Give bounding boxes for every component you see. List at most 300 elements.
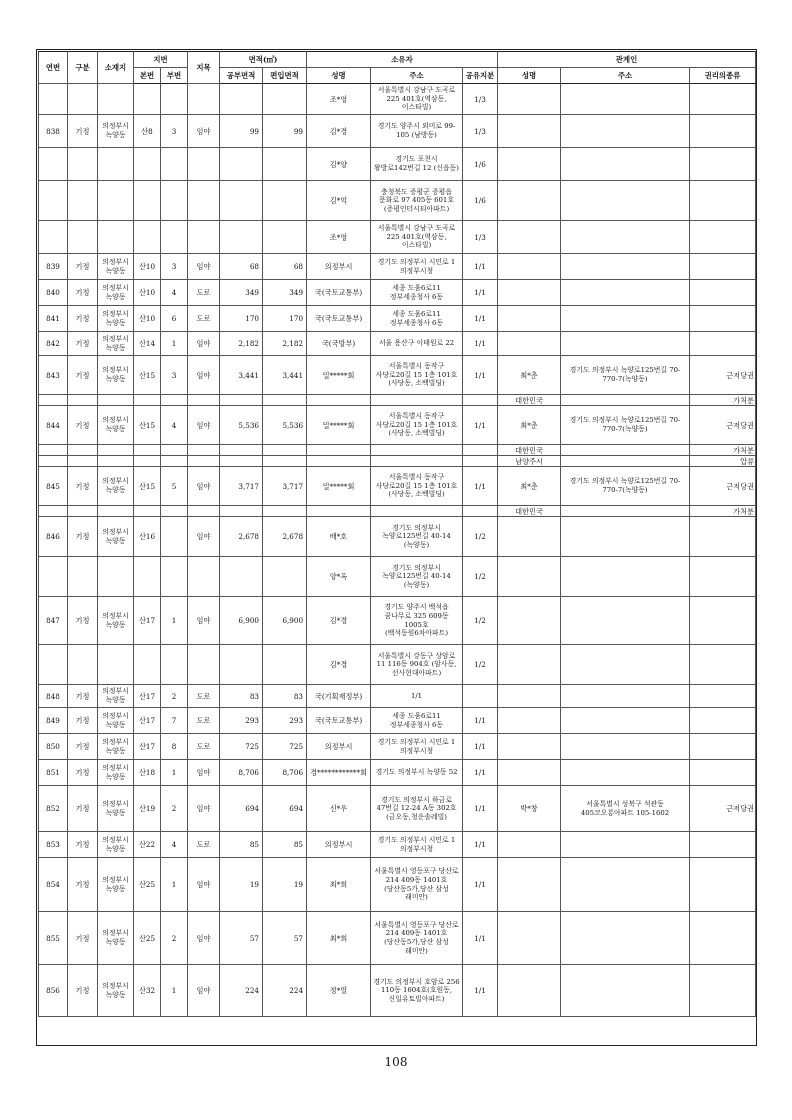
- cell-related-address: [561, 306, 690, 332]
- table-row: [39, 965, 756, 1017]
- cell-category: [188, 395, 220, 406]
- table-row: [39, 557, 756, 597]
- cell-type: 기정: [68, 965, 98, 1017]
- cell-no: 848: [39, 685, 68, 708]
- cell-location: 의정부시 녹양동: [98, 708, 134, 734]
- cell-location: 의정부시 녹양동: [98, 356, 134, 395]
- cell-area-incorporated: 6,900: [263, 597, 307, 645]
- table-row: [39, 786, 756, 832]
- cell-owner-share: 1/1: [463, 858, 498, 912]
- cell-location: [98, 645, 134, 685]
- cell-no: [39, 456, 68, 467]
- cell-no: [39, 557, 68, 597]
- cell-lot-sub: 5: [161, 467, 188, 506]
- cell-owner-address: 경기도 의정부시 호암로 256 110동 1604호(호원동,신일유토빌아파트): [371, 965, 463, 1017]
- table-row: [39, 181, 756, 221]
- cell-location: 의정부시 녹양동: [98, 254, 134, 280]
- cell-related-address: 경기도 의정부시 녹양로125번길 70-770-7(녹양동): [561, 356, 690, 395]
- cell-related-right: [690, 84, 756, 115]
- cell-area-public: [220, 456, 263, 467]
- page-number: 108: [384, 1055, 408, 1069]
- cell-area-incorporated: 3,717: [263, 467, 307, 506]
- cell-related-name: [498, 254, 561, 280]
- cell-owner-share: 1/1: [463, 760, 498, 786]
- cell-lot-main: [134, 221, 161, 254]
- cell-type: 기정: [68, 406, 98, 445]
- cell-no: [39, 445, 68, 456]
- cell-related-name: [498, 912, 561, 965]
- cell-owner-share: 1/1: [463, 708, 498, 734]
- cell-lot-sub: 3: [161, 254, 188, 280]
- cell-owner-name: 의정부시: [307, 734, 371, 760]
- cell-no: 841: [39, 306, 68, 332]
- cell-related-address: [561, 506, 690, 517]
- cell-type: 기정: [68, 597, 98, 645]
- cell-lot-sub: 4: [161, 280, 188, 306]
- cell-owner-share: 1/2: [463, 557, 498, 597]
- cell-category: [188, 221, 220, 254]
- cell-area-incorporated: 99: [263, 115, 307, 148]
- cell-category: 도로: [188, 734, 220, 760]
- cell-location: 의정부시 녹양동: [98, 517, 134, 557]
- cell-related-address: [561, 332, 690, 356]
- cell-owner-address: 서울특별시 강남구 도곡로 225 401호(역삼동,이스타빌): [371, 84, 463, 115]
- cell-related-name: [498, 760, 561, 786]
- cell-owner-share: 1/1: [463, 332, 498, 356]
- cell-related-right: [690, 181, 756, 221]
- cell-owner-share: 1/1: [463, 306, 498, 332]
- cell-lot-main: 산14: [134, 332, 161, 356]
- cell-category: [188, 181, 220, 221]
- cell-area-public: 85: [220, 832, 263, 858]
- cell-lot-sub: [161, 517, 188, 557]
- cell-area-public: 83: [220, 685, 263, 708]
- cell-no: 843: [39, 356, 68, 395]
- cell-owner-name: 국(국토교통부): [307, 280, 371, 306]
- cell-related-right: 가처분: [690, 395, 756, 406]
- cell-type: 기정: [68, 760, 98, 786]
- cell-area-public: [220, 557, 263, 597]
- cell-owner-share: 1/3: [463, 221, 498, 254]
- cell-lot-main: 산32: [134, 965, 161, 1017]
- cell-owner-share: 1/1: [463, 406, 498, 445]
- cell-category: 도로: [188, 280, 220, 306]
- cell-owner-address: 서울특별시 강동구 상암로 11 116동 904호 (암사동,선사현대아파트): [371, 645, 463, 685]
- cell-related-right: 근저당권: [690, 786, 756, 832]
- cell-related-name: [498, 557, 561, 597]
- cell-lot-sub: [161, 456, 188, 467]
- table-row: [39, 406, 756, 445]
- cell-location: [98, 506, 134, 517]
- cell-area-incorporated: 19: [263, 858, 307, 912]
- cell-related-name: [498, 115, 561, 148]
- cell-related-name: [498, 306, 561, 332]
- table-row: [39, 456, 756, 467]
- cell-lot-sub: 3: [161, 356, 188, 395]
- cell-related-right: 근저당권: [690, 356, 756, 395]
- cell-related-right: [690, 221, 756, 254]
- table-row: [39, 858, 756, 912]
- cell-related-address: 경기도 의정부시 녹양로125번길 70-770-7(녹양동): [561, 406, 690, 445]
- cell-category: [188, 84, 220, 115]
- cell-area-incorporated: 3,441: [263, 356, 307, 395]
- cell-related-right: 근저당권: [690, 467, 756, 506]
- cell-no: 847: [39, 597, 68, 645]
- cell-area-public: 2,182: [220, 332, 263, 356]
- cell-related-name: 최*춘: [498, 467, 561, 506]
- cell-no: 849: [39, 708, 68, 734]
- cell-owner-name: 밀*****회: [307, 406, 371, 445]
- table-row: [39, 395, 756, 406]
- cell-owner-share: [463, 445, 498, 456]
- cell-owner-share: 1/1: [463, 965, 498, 1017]
- cell-lot-sub: [161, 445, 188, 456]
- cell-lot-sub: [161, 84, 188, 115]
- table-row: [39, 506, 756, 517]
- table-row: [39, 115, 756, 148]
- table-row: [39, 467, 756, 506]
- cell-location: [98, 221, 134, 254]
- cell-area-public: 224: [220, 965, 263, 1017]
- cell-category: [188, 557, 220, 597]
- cell-location: 의정부시 녹양동: [98, 467, 134, 506]
- cell-area-incorporated: [263, 181, 307, 221]
- table-row: [39, 84, 756, 115]
- cell-related-name: [498, 148, 561, 181]
- cell-lot-main: [134, 506, 161, 517]
- cell-no: [39, 645, 68, 685]
- cell-owner-name: [307, 456, 371, 467]
- cell-related-address: [561, 445, 690, 456]
- cell-location: 의정부시 녹양동: [98, 965, 134, 1017]
- col-related-right: 권리의종류: [690, 68, 756, 84]
- cell-area-incorporated: [263, 84, 307, 115]
- cell-location: 의정부시 녹양동: [98, 858, 134, 912]
- col-location: 소재지: [98, 52, 134, 84]
- cell-location: 의정부시 녹양동: [98, 406, 134, 445]
- cell-lot-main: 산15: [134, 467, 161, 506]
- cell-owner-share: 1/3: [463, 84, 498, 115]
- cell-related-address: [561, 832, 690, 858]
- cell-owner-name: 조*영: [307, 84, 371, 115]
- cell-owner-share: 1/1: [463, 356, 498, 395]
- cell-related-name: [498, 965, 561, 1017]
- cell-owner-name: 김*경: [307, 115, 371, 148]
- cell-lot-main: [134, 445, 161, 456]
- cell-related-right: [690, 760, 756, 786]
- cell-related-name: [498, 685, 561, 708]
- cell-area-incorporated: [263, 557, 307, 597]
- cell-category: 임야: [188, 760, 220, 786]
- cell-related-right: [690, 708, 756, 734]
- cell-area-public: [220, 181, 263, 221]
- cell-related-right: [690, 912, 756, 965]
- cell-owner-address: [371, 445, 463, 456]
- cell-lot-main: [134, 148, 161, 181]
- cell-owner-share: [463, 456, 498, 467]
- cell-area-incorporated: [263, 645, 307, 685]
- table-row: [39, 148, 756, 181]
- cell-owner-address: 서울특별시 영등포구 당산로 214 409동 1401호 (당산동5가,당산 삼성 래미안): [371, 858, 463, 912]
- cell-owner-name: 국(기획재정부): [307, 685, 371, 708]
- cell-lot-main: 산17: [134, 597, 161, 645]
- cell-related-name: 대한민국: [498, 506, 561, 517]
- cell-location: 의정부시 녹양동: [98, 786, 134, 832]
- cell-location: 의정부시 녹양동: [98, 734, 134, 760]
- cell-lot-main: 산15: [134, 406, 161, 445]
- cell-owner-address: 경기도 포천시 왕방로142번길 12 (신읍동): [371, 148, 463, 181]
- cell-no: [39, 181, 68, 221]
- cell-related-name: 대한민국: [498, 445, 561, 456]
- cell-related-name: 최*춘: [498, 406, 561, 445]
- cell-related-address: [561, 557, 690, 597]
- cell-location: 의정부시 녹양동: [98, 912, 134, 965]
- cell-related-address: [561, 517, 690, 557]
- cell-area-incorporated: 5,536: [263, 406, 307, 445]
- cell-location: [98, 181, 134, 221]
- cell-area-public: 6,900: [220, 597, 263, 645]
- table-row: [39, 306, 756, 332]
- cell-related-address: [561, 858, 690, 912]
- cell-area-public: 293: [220, 708, 263, 734]
- cell-type: 기정: [68, 306, 98, 332]
- cell-owner-name: 최*희: [307, 858, 371, 912]
- cell-related-address: [561, 597, 690, 645]
- col-owner: 소유자: [307, 52, 498, 68]
- cell-related-right: 압류: [690, 456, 756, 467]
- cell-category: [188, 645, 220, 685]
- cell-related-address: [561, 395, 690, 406]
- cell-lot-main: 산15: [134, 356, 161, 395]
- cell-no: 854: [39, 858, 68, 912]
- cell-category: 임야: [188, 858, 220, 912]
- cell-related-address: [561, 760, 690, 786]
- cell-area-public: 2,678: [220, 517, 263, 557]
- cell-no: [39, 221, 68, 254]
- table-row: [39, 221, 756, 254]
- cell-related-right: 가처분: [690, 445, 756, 456]
- cell-area-incorporated: 2,182: [263, 332, 307, 356]
- cell-owner-name: 김*양: [307, 148, 371, 181]
- cell-lot-main: 산17: [134, 708, 161, 734]
- cell-related-address: [561, 965, 690, 1017]
- cell-area-public: [220, 445, 263, 456]
- cell-owner-name: 배*호: [307, 517, 371, 557]
- cell-owner-share: 1/1: [463, 280, 498, 306]
- cell-owner-address: 경기도 의정부시 녹양로125번길 40-14 (녹양동): [371, 557, 463, 597]
- cell-type: [68, 148, 98, 181]
- cell-owner-name: 국(국방부): [307, 332, 371, 356]
- col-lot-sub: 부번: [161, 68, 188, 84]
- cell-related-address: [561, 734, 690, 760]
- cell-owner-name: [307, 445, 371, 456]
- cell-related-address: [561, 221, 690, 254]
- cell-lot-main: 산17: [134, 734, 161, 760]
- cell-related-right: 근저당권: [690, 406, 756, 445]
- cell-owner-share: 1/1: [463, 467, 498, 506]
- col-category: 지목: [188, 52, 220, 84]
- col-area-incorporated: 편입면적: [263, 68, 307, 84]
- cell-type: 기정: [68, 858, 98, 912]
- cell-lot-main: 산8: [134, 115, 161, 148]
- cell-lot-sub: [161, 645, 188, 685]
- table-body: [39, 84, 756, 1017]
- cell-location: 의정부시 녹양동: [98, 306, 134, 332]
- cell-type: [68, 445, 98, 456]
- cell-lot-sub: 1: [161, 858, 188, 912]
- cell-no: 850: [39, 734, 68, 760]
- cell-type: 기정: [68, 734, 98, 760]
- cell-category: [188, 456, 220, 467]
- cell-related-address: [561, 115, 690, 148]
- cell-related-address: [561, 685, 690, 708]
- cell-no: 842: [39, 332, 68, 356]
- col-related-name: 성명: [498, 68, 561, 84]
- table-row: [39, 280, 756, 306]
- cell-owner-address: 서울특별시 동작구 사당로20길 15 1층 101호(사당동, 소백빌딩): [371, 467, 463, 506]
- cell-owner-share: 1/6: [463, 148, 498, 181]
- cell-related-address: [561, 708, 690, 734]
- cell-owner-address: [371, 395, 463, 406]
- cell-area-incorporated: 57: [263, 912, 307, 965]
- cell-lot-main: 산25: [134, 912, 161, 965]
- cell-lot-sub: 1: [161, 760, 188, 786]
- cell-type: [68, 84, 98, 115]
- cell-type: 기정: [68, 280, 98, 306]
- cell-related-right: [690, 858, 756, 912]
- cell-owner-name: 국(국토교통부): [307, 708, 371, 734]
- cell-owner-name: 정*열: [307, 965, 371, 1017]
- cell-owner-name: [307, 506, 371, 517]
- cell-type: [68, 645, 98, 685]
- cell-lot-sub: 4: [161, 832, 188, 858]
- cell-owner-address: 서울특별시 동작구 사당로20길 15 1층 101호(사당동, 소백빌딩): [371, 406, 463, 445]
- cell-type: [68, 221, 98, 254]
- cell-related-right: [690, 832, 756, 858]
- cell-owner-address: 경기도 의정부시 시민로 1 의정부시청: [371, 832, 463, 858]
- cell-lot-main: 산25: [134, 858, 161, 912]
- cell-lot-sub: 8: [161, 734, 188, 760]
- cell-location: 의정부시 녹양동: [98, 597, 134, 645]
- cell-area-incorporated: [263, 148, 307, 181]
- cell-area-public: 349: [220, 280, 263, 306]
- cell-lot-main: 산18: [134, 760, 161, 786]
- cell-owner-address: 세종 도움6로11 정부세종청사 6동: [371, 306, 463, 332]
- cell-lot-sub: 1: [161, 965, 188, 1017]
- cell-type: [68, 557, 98, 597]
- cell-type: 기정: [68, 685, 98, 708]
- cell-owner-name: 의정부시: [307, 254, 371, 280]
- col-owner-share: 공유지분: [463, 68, 498, 84]
- cell-owner-name: 의정부시: [307, 832, 371, 858]
- cell-area-public: 3,717: [220, 467, 263, 506]
- cell-related-address: [561, 84, 690, 115]
- cell-location: [98, 557, 134, 597]
- cell-owner-share: [463, 685, 498, 708]
- cell-category: [188, 445, 220, 456]
- cell-related-address: [561, 181, 690, 221]
- cell-related-address: [561, 645, 690, 685]
- cell-related-address: [561, 254, 690, 280]
- cell-related-name: 박*창: [498, 786, 561, 832]
- cell-type: 기정: [68, 708, 98, 734]
- cell-lot-main: [134, 84, 161, 115]
- cell-owner-name: 김*경: [307, 597, 371, 645]
- cell-area-incorporated: [263, 506, 307, 517]
- cell-owner-share: [463, 506, 498, 517]
- cell-related-name: [498, 832, 561, 858]
- cell-area-incorporated: 68: [263, 254, 307, 280]
- col-area-public: 공부면적: [220, 68, 263, 84]
- col-related-address: 주소: [561, 68, 690, 84]
- table-header: [39, 52, 756, 84]
- cell-lot-main: 산19: [134, 786, 161, 832]
- cell-owner-address: 서울특별시 강남구 도곡로 225 401호(역삼동,이스타빌): [371, 221, 463, 254]
- cell-category: 임야: [188, 786, 220, 832]
- cell-lot-sub: 7: [161, 708, 188, 734]
- table-row: [39, 912, 756, 965]
- cell-area-incorporated: 224: [263, 965, 307, 1017]
- cell-owner-address: 경기도 의정부시 하금로 47번길 12-24 A동 302호 (금오동,청운솔레빌): [371, 786, 463, 832]
- cell-related-name: [498, 708, 561, 734]
- table-row: [39, 517, 756, 557]
- cell-lot-sub: 6: [161, 306, 188, 332]
- cell-owner-address: 경기도 양주시 백석읍 꿈나무로 325 609동 1005호 (백석동원6차아파트): [371, 597, 463, 645]
- cell-type: [68, 395, 98, 406]
- cell-owner-share: 1/2: [463, 517, 498, 557]
- cell-category: 임야: [188, 115, 220, 148]
- cell-owner-address: 경기도 의정부시 녹양동 52: [371, 760, 463, 786]
- cell-owner-address: 서울 용산구 이태원로 22: [371, 332, 463, 356]
- cell-area-incorporated: 293: [263, 708, 307, 734]
- cell-owner-address: [371, 456, 463, 467]
- cell-area-public: [220, 506, 263, 517]
- cell-related-right: [690, 645, 756, 685]
- cell-lot-main: 산17: [134, 685, 161, 708]
- cell-related-name: [498, 280, 561, 306]
- cell-area-incorporated: 170: [263, 306, 307, 332]
- cell-type: 기정: [68, 786, 98, 832]
- cell-related-address: 경기도 의정부시 녹양로125번길 70-770-7(녹양동): [561, 467, 690, 506]
- cell-owner-name: 김*경: [307, 645, 371, 685]
- cell-owner-share: 1/6: [463, 181, 498, 221]
- cell-category: 임야: [188, 356, 220, 395]
- cell-no: 853: [39, 832, 68, 858]
- cell-related-name: [498, 517, 561, 557]
- cell-category: 임야: [188, 332, 220, 356]
- cell-no: 851: [39, 760, 68, 786]
- cell-no: [39, 84, 68, 115]
- cell-owner-name: 최*희: [307, 912, 371, 965]
- table-row: [39, 356, 756, 395]
- cell-location: 의정부시 녹양동: [98, 685, 134, 708]
- cell-related-name: 대한민국: [498, 395, 561, 406]
- cell-type: 기정: [68, 115, 98, 148]
- table-row: [39, 597, 756, 645]
- table-row: [39, 332, 756, 356]
- table-row: [39, 832, 756, 858]
- cell-category: 도로: [188, 685, 220, 708]
- cell-category: 임야: [188, 467, 220, 506]
- cell-location: [98, 148, 134, 181]
- cell-related-right: [690, 734, 756, 760]
- cell-category: 임야: [188, 254, 220, 280]
- cell-area-incorporated: [263, 221, 307, 254]
- cell-area-public: 8,706: [220, 760, 263, 786]
- col-type: 구분: [68, 52, 98, 84]
- table-row: [39, 708, 756, 734]
- cell-category: 임야: [188, 406, 220, 445]
